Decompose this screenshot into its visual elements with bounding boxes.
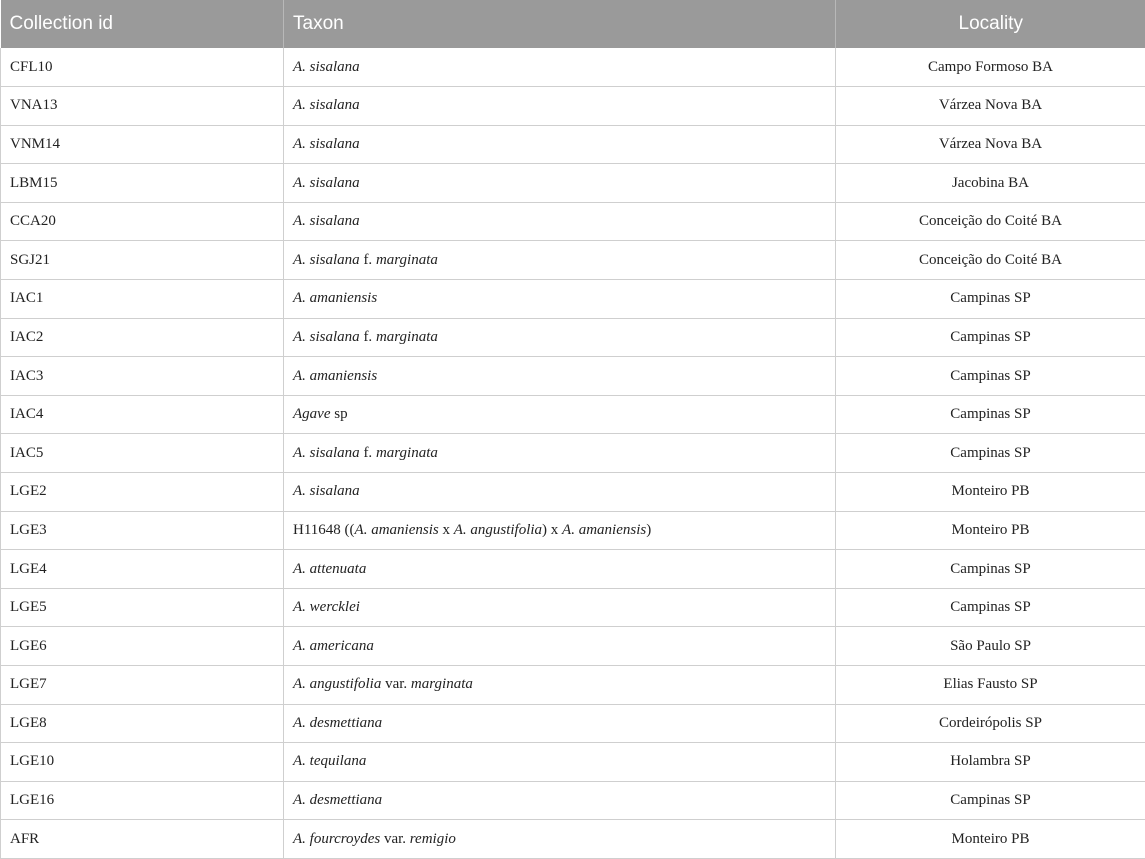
taxon-italic-segment: A. sisalana	[293, 483, 360, 499]
collection-id-cell: AFR	[1, 820, 284, 859]
taxon-cell	[284, 627, 836, 666]
locality-cell: Campinas SP	[836, 781, 1145, 820]
locality-cell: Holambra SP	[836, 743, 1145, 782]
locality-cell: São Paulo SP	[836, 627, 1145, 666]
locality-cell: Jacobina BA	[836, 164, 1145, 203]
taxon-text-segment: sp	[330, 406, 347, 422]
collection-id-cell: CFL10	[1, 48, 284, 87]
collection-id-cell: SGJ21	[1, 241, 284, 280]
table-row	[1, 704, 1145, 743]
taxon-cell	[284, 511, 836, 550]
collection-id-cell: LGE8	[1, 704, 284, 743]
locality-cell: Campinas SP	[836, 395, 1145, 434]
collection-id-cell: CCA20	[1, 202, 284, 241]
taxon-italic-segment: Agave	[293, 406, 330, 422]
taxon-text-segment: x	[439, 522, 454, 538]
taxon-italic-segment: A. angustifolia	[293, 676, 381, 692]
collection-id-cell: IAC1	[1, 280, 284, 319]
table-row	[1, 241, 1145, 280]
taxon-italic-segment: A. sisalana	[293, 97, 360, 113]
taxon-cell	[284, 87, 836, 126]
taxon-italic-segment: marginata	[411, 676, 473, 692]
taxon-cell	[284, 781, 836, 820]
locality-cell: Campinas SP	[836, 280, 1145, 319]
taxon-italic-segment: marginata	[376, 329, 438, 345]
taxon-text-segment: f.	[360, 445, 376, 461]
taxon-cell	[284, 704, 836, 743]
taxon-text-segment: H11648 ((	[293, 522, 355, 538]
taxon-text-segment: f.	[360, 329, 376, 345]
taxon-cell	[284, 48, 836, 87]
taxon-italic-segment: A. sisalana	[293, 252, 360, 268]
collection-id-cell: LGE5	[1, 588, 284, 627]
taxon-italic-segment: A. wercklei	[293, 599, 360, 615]
table-header	[1, 0, 1145, 48]
table-row	[1, 473, 1145, 512]
collection-id-cell: IAC2	[1, 318, 284, 357]
taxon-cell	[284, 357, 836, 396]
taxon-italic-segment: A. sisalana	[293, 136, 360, 152]
taxon-cell	[284, 202, 836, 241]
taxon-italic-segment: A. sisalana	[293, 445, 360, 461]
collection-id-cell: IAC5	[1, 434, 284, 473]
taxon-cell	[284, 280, 836, 319]
locality-cell: Várzea Nova BA	[836, 125, 1145, 164]
collection-id-cell: LGE6	[1, 627, 284, 666]
table-row	[1, 627, 1145, 666]
taxon-italic-segment: A. desmettiana	[293, 792, 382, 808]
locality-cell: Campinas SP	[836, 588, 1145, 627]
locality-cell: Monteiro PB	[836, 511, 1145, 550]
header-locality: Locality	[836, 0, 1145, 48]
taxon-italic-segment: marginata	[376, 252, 438, 268]
collection-id-cell: LBM15	[1, 164, 284, 203]
taxon-italic-segment: A. sisalana	[293, 329, 360, 345]
table-row	[1, 87, 1145, 126]
table-row	[1, 357, 1145, 396]
locality-cell: Campinas SP	[836, 550, 1145, 589]
taxon-text-segment: var.	[380, 831, 410, 847]
taxon-italic-segment: A. tequilana	[293, 753, 366, 769]
taxon-cell	[284, 434, 836, 473]
table-row	[1, 666, 1145, 705]
taxon-cell	[284, 820, 836, 859]
taxon-text-segment: f.	[360, 252, 376, 268]
taxon-italic-segment: A. sisalana	[293, 59, 360, 75]
locality-cell: Campinas SP	[836, 318, 1145, 357]
collection-id-cell: VNM14	[1, 125, 284, 164]
taxon-italic-segment: A. sisalana	[293, 213, 360, 229]
locality-cell: Campinas SP	[836, 357, 1145, 396]
taxon-cell	[284, 743, 836, 782]
locality-cell: Conceição do Coité BA	[836, 241, 1145, 280]
collection-id-cell: LGE3	[1, 511, 284, 550]
locality-cell: Conceição do Coité BA	[836, 202, 1145, 241]
collection-id-cell: LGE10	[1, 743, 284, 782]
taxon-cell	[284, 125, 836, 164]
table-row	[1, 202, 1145, 241]
locality-cell: Cordeirópolis SP	[836, 704, 1145, 743]
table-row	[1, 550, 1145, 589]
taxon-cell	[284, 318, 836, 357]
table-row	[1, 743, 1145, 782]
taxon-italic-segment: A. amaniensis	[293, 290, 377, 306]
locality-cell: Várzea Nova BA	[836, 87, 1145, 126]
collection-id-cell: LGE4	[1, 550, 284, 589]
taxon-cell	[284, 395, 836, 434]
taxon-cell	[284, 164, 836, 203]
taxon-italic-segment: A. amaniensis	[355, 522, 439, 538]
table-row	[1, 781, 1145, 820]
table-row	[1, 164, 1145, 203]
taxon-italic-segment: A. fourcroydes	[293, 831, 380, 847]
collection-id-cell: VNA13	[1, 87, 284, 126]
taxon-italic-segment: A. americana	[293, 638, 374, 654]
locality-cell: Monteiro PB	[836, 820, 1145, 859]
table-row	[1, 318, 1145, 357]
table-row	[1, 48, 1145, 87]
collection-id-cell: LGE2	[1, 473, 284, 512]
table-row	[1, 125, 1145, 164]
table-row	[1, 588, 1145, 627]
taxon-italic-segment: A. amaniensis	[562, 522, 646, 538]
collection-id-cell: LGE7	[1, 666, 284, 705]
taxon-cell	[284, 473, 836, 512]
locality-cell: Campinas SP	[836, 434, 1145, 473]
locality-cell: Monteiro PB	[836, 473, 1145, 512]
collection-id-cell: IAC3	[1, 357, 284, 396]
taxon-cell	[284, 666, 836, 705]
taxon-italic-segment: remigio	[410, 831, 456, 847]
table-row	[1, 434, 1145, 473]
taxon-italic-segment: A. sisalana	[293, 175, 360, 191]
taxon-text-segment: )	[646, 522, 651, 538]
taxon-text-segment: ) x	[542, 522, 562, 538]
taxon-italic-segment: A. angustifolia	[454, 522, 542, 538]
header-row	[1, 0, 1145, 48]
taxon-italic-segment: A. desmettiana	[293, 715, 382, 731]
taxon-text-segment: var.	[381, 676, 411, 692]
taxon-cell	[284, 550, 836, 589]
taxon-italic-segment: marginata	[376, 445, 438, 461]
locality-cell: Campo Formoso BA	[836, 48, 1145, 87]
taxon-italic-segment: A. amaniensis	[293, 368, 377, 384]
table-body	[1, 48, 1145, 858]
taxon-cell	[284, 588, 836, 627]
locality-cell: Elias Fausto SP	[836, 666, 1145, 705]
collection-id-cell: IAC4	[1, 395, 284, 434]
table-row	[1, 395, 1145, 434]
table-row	[1, 280, 1145, 319]
header-collection-id: Collection id	[1, 0, 284, 48]
taxon-italic-segment: A. attenuata	[293, 561, 366, 577]
table-row	[1, 511, 1145, 550]
table-row	[1, 820, 1145, 859]
header-taxon: Taxon	[284, 0, 836, 48]
taxon-cell	[284, 241, 836, 280]
collection-id-cell: LGE16	[1, 781, 284, 820]
